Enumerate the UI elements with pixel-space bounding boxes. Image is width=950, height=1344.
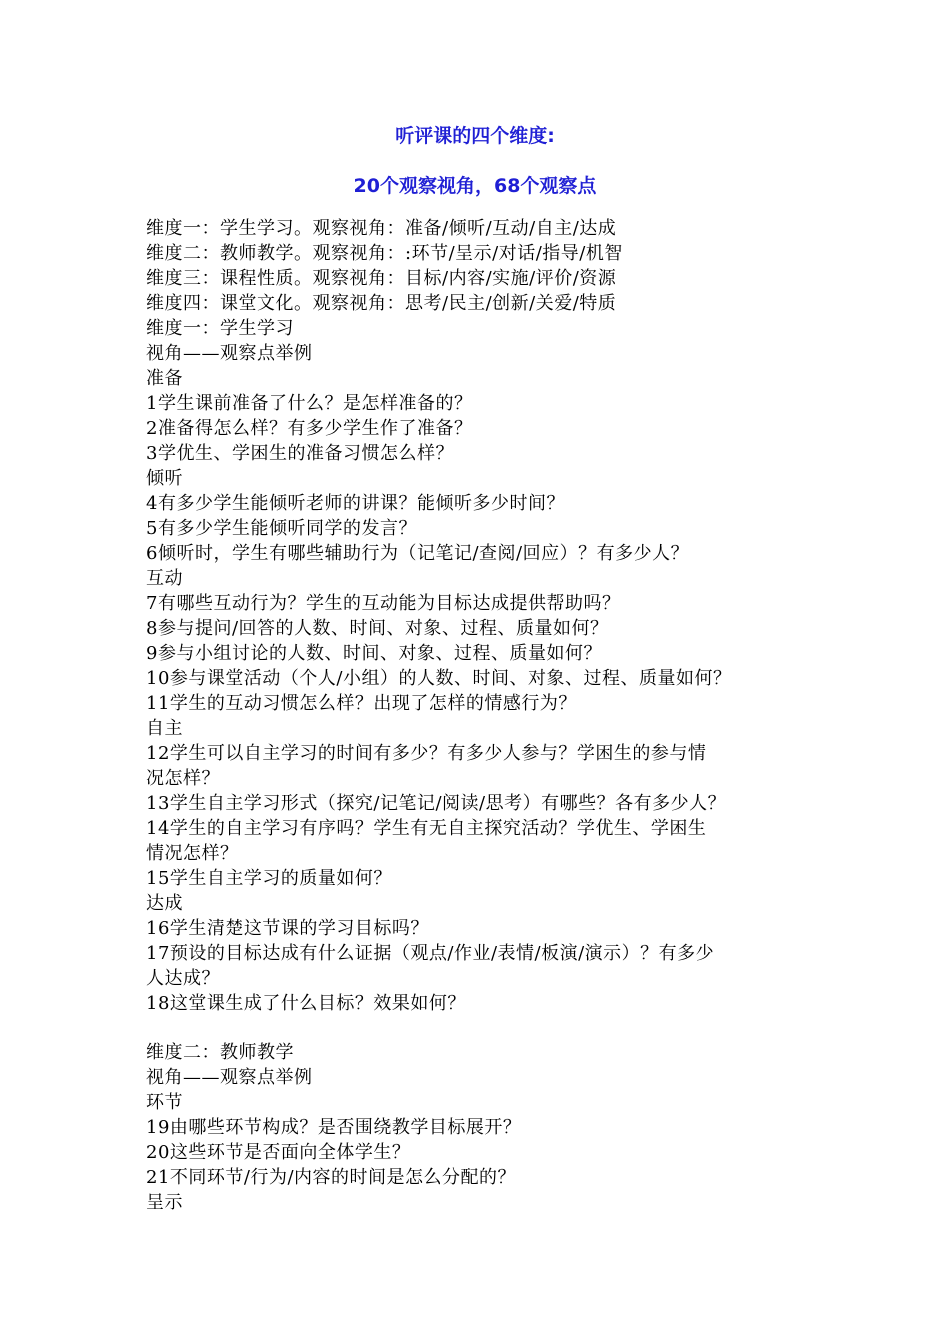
category-label: 倾听	[146, 468, 183, 489]
observation-point: 7有哪些互动行为？学生的互动能为目标达成提供帮助吗？	[146, 593, 621, 614]
observation-point: 21不同环节/行为/内容的时间是怎么分配的？	[146, 1167, 517, 1188]
observation-point: 10参与课堂活动（个人/小组）的人数、时间、对象、过程、质量如何？	[146, 668, 732, 689]
subsection-heading: 视角——观察点举例	[146, 343, 313, 364]
observation-point: 16学生清楚这节课的学习目标吗？	[146, 918, 429, 939]
observation-point: 12学生可以自主学习的时间有多少？有多少人参与？学困生的参与情	[146, 743, 707, 764]
dimension-summary-4: 维度四：课堂文化。观察视角：思考/民主/创新/关爱/特质	[146, 293, 617, 314]
observation-point: 1学生课前准备了什么？是怎样准备的？	[146, 393, 473, 414]
observation-point-continued: 人达成？	[146, 968, 220, 989]
observation-point: 2准备得怎么样？有多少学生作了准备？	[146, 418, 473, 439]
page-subtitle: 20个观察视角，68个观察点	[353, 175, 597, 197]
observation-point-continued: 情况怎样？	[146, 843, 239, 864]
observation-point: 3学优生、学困生的准备习惯怎么样？	[146, 443, 454, 464]
category-label: 呈示	[146, 1192, 183, 1213]
observation-point: 4有多少学生能倾听老师的讲课？能倾听多少时间？	[146, 493, 565, 514]
observation-point: 9参与小组讨论的人数、时间、对象、过程、质量如何？	[146, 643, 602, 664]
dimension-summary-3: 维度三：课程性质。观察视角：目标/内容/实施/评价/资源	[146, 268, 617, 289]
category-label: 环节	[146, 1092, 183, 1113]
document-body	[146, 216, 846, 1215]
observation-point: 8参与提问/回答的人数、时间、对象、过程、质量如何？	[146, 618, 609, 639]
observation-point-continued: 况怎样？	[146, 768, 220, 789]
observation-point: 14学生的自主学习有序吗？学生有无自主探究活动？学优生、学困生	[146, 818, 707, 839]
section-heading: 维度一：学生学习	[146, 318, 294, 339]
observation-point: 13学生自主学习形式（探究/记笔记/阅读/思考）有哪些？各有多少人？	[146, 793, 727, 814]
dimension-summary-2: 维度二：教师教学。观察视角：:环节/呈示/对话/指导/机智	[146, 243, 623, 264]
observation-point: 15学生自主学习的质量如何？	[146, 868, 392, 889]
observation-point: 17预设的目标达成有什么证据（观点/作业/表情/板演/演示）？有多少	[146, 943, 715, 964]
category-label: 互动	[146, 568, 183, 589]
subsection-heading: 视角——观察点举例	[146, 1067, 313, 1088]
category-label: 达成	[146, 893, 183, 914]
observation-point: 11学生的互动习惯怎么样？出现了怎样的情感行为？	[146, 693, 577, 714]
observation-point: 6倾听时，学生有哪些辅助行为（记笔记/查阅/回应）？有多少人？	[146, 543, 690, 564]
dimension-summary-1: 维度一：学生学习。观察视角：准备/倾听/互动/自主/达成	[146, 218, 617, 239]
section-heading: 维度二：教师教学	[146, 1042, 294, 1063]
blank-line	[146, 1016, 846, 1040]
category-label: 准备	[146, 368, 183, 389]
category-label: 自主	[146, 718, 183, 739]
observation-point: 19由哪些环节构成？是否围绕教学目标展开？	[146, 1117, 522, 1138]
page-title: 听评课的四个维度:	[395, 125, 555, 147]
observation-point: 20这些环节是否面向全体学生？	[146, 1142, 411, 1163]
observation-point: 5有多少学生能倾听同学的发言？	[146, 518, 417, 539]
observation-point: 18这堂课生成了什么目标？效果如何？	[146, 993, 466, 1014]
